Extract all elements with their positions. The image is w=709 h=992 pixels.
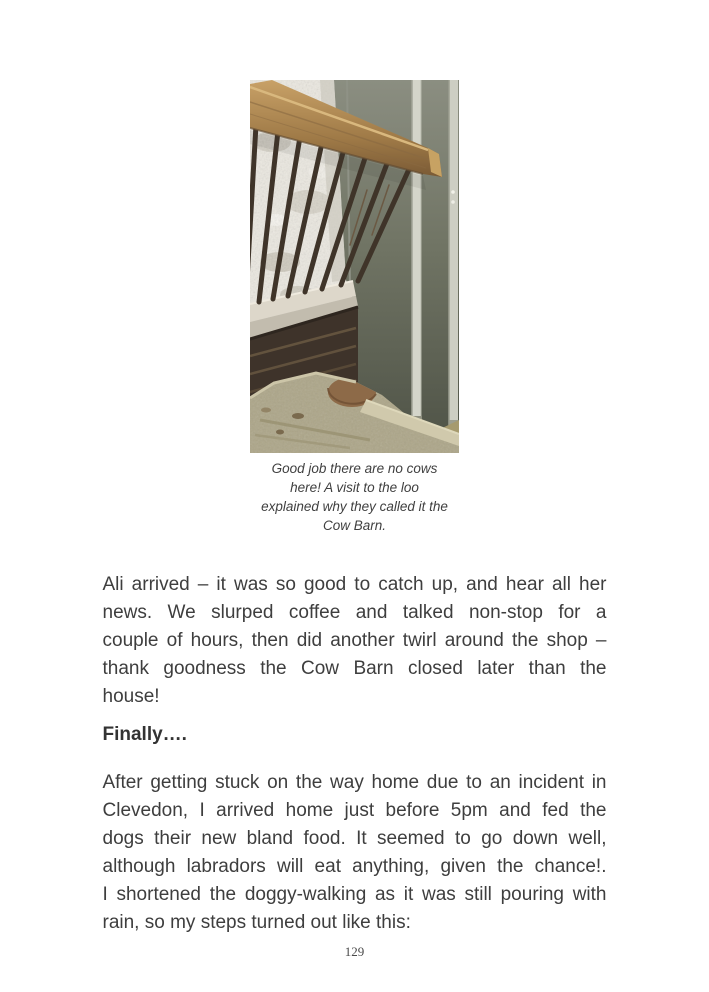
paragraph-line: although labradors will eat anything, given the chance!. [102, 856, 607, 877]
paragraph-line: rain, so my steps turned out like this: [102, 912, 411, 933]
paragraph-line: Ali arrived – it was so good to catch up, and hear all her [102, 574, 607, 595]
caption-line: Cow Barn. [322, 518, 387, 533]
paragraph-line: thank goodness the Cow Barn closed later than the [102, 658, 607, 679]
paragraph-line: house! [102, 686, 160, 707]
figure [250, 80, 459, 453]
paragraph-after-getting-stuck [103, 769, 607, 937]
paragraph-ali-arrived [103, 571, 607, 711]
page-number: 129 [344, 944, 365, 959]
caption-line: explained why they called it the [261, 499, 448, 514]
paragraph-line: news. We slurped coffee and talked non-stop for a [102, 602, 607, 623]
heading-finally: Finally…. [102, 724, 187, 745]
paragraph-line: After getting stuck on the way home due to an incident in [102, 772, 607, 793]
caption-line: Good job there are no cows [271, 461, 438, 476]
paragraph-line: dogs their new bland food. It seemed to go down well, [102, 828, 607, 849]
paragraph-line: Clevedon, I arrived home just before 5pm and fed the [102, 800, 607, 821]
paragraph-line: couple of hours, then did another twirl around the shop – [102, 630, 607, 651]
figure-photo [250, 80, 459, 453]
caption-line: here! A visit to the loo [290, 480, 419, 495]
paragraph-line: I shortened the doggy-walking as it was still pouring with [102, 884, 607, 905]
text-column [103, 571, 607, 937]
figure-caption [215, 459, 495, 535]
